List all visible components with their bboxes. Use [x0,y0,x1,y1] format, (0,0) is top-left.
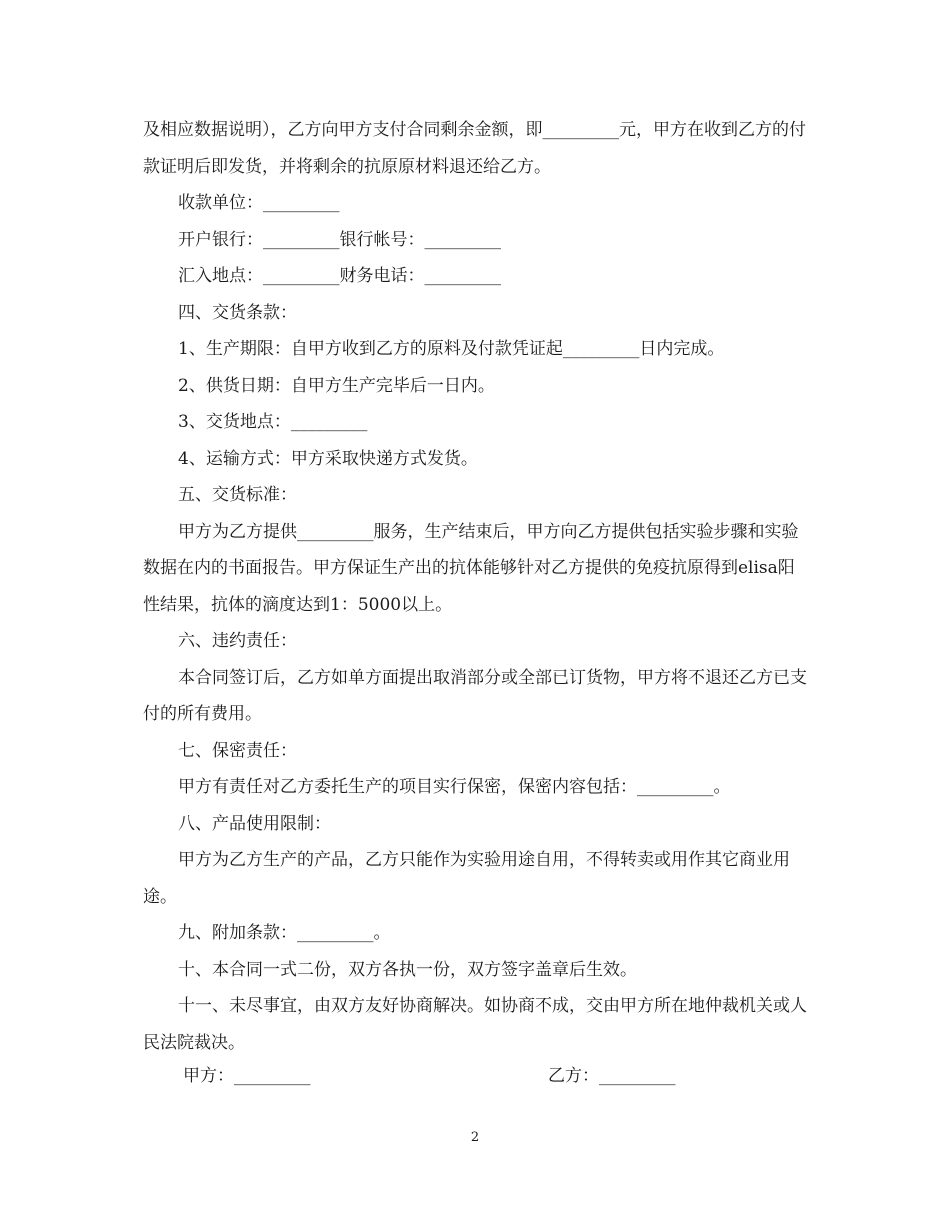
paragraph-dispute-resolution: 十一、未尽事宜，由双方友好协商解决。如协商不成，交由甲方所在地仲裁机关或人民法院裁决。 [143,996,807,1053]
paragraph-confidentiality: 甲方有责任对乙方委托生产的项目实行保密，保密内容包括：_________。 [178,777,731,797]
paragraph-breach: 本合同签订后，乙方如单方面提出取消部分或全部已订货物，甲方将不退还乙方已支付的所有费用。 [143,667,807,724]
party-b-signature: 乙方：_________ [548,1066,676,1086]
party-a-signature: 甲方：_________ [183,1066,311,1086]
paragraph-bank: 开户银行：_________银行帐号：_________ [178,229,501,250]
paragraph-remit-location: 汇入地点：_________财务电话：_________ [178,266,501,286]
document-body [143,112,808,1061]
paragraph-shipping-method: 4、运输方式：甲方采取快递方式发货。 [178,448,478,469]
paragraph-copies: 十、本合同一式二份，双方各执一份，双方签字盖章后生效。 [178,959,637,980]
section-heading-breach: 六、违约责任： [178,631,297,651]
paragraph-delivery-location: 3、交货地点：_________ [178,412,368,432]
paragraph-production-period: 1、生产期限：自甲方收到乙方的原料及付款凭证起_________日内完成。 [178,339,725,359]
paragraph-usage-restriction: 甲方为乙方生产的产品，乙方只能作为实验用途自用，不得转卖或用作其它商业用途。 [143,850,790,907]
signature-row [183,1058,743,1094]
paragraph-payee: 收款单位：_________ [178,193,340,213]
paragraph-payment-terms: 及相应数据说明），乙方向甲方支付合同剩余金额，即_________元，甲方在收到乙方的付款证明后即发货，并将剩余的抗原原材料退还给乙方。 [143,120,806,177]
section-heading-delivery-standard: 五、交货标准： [178,485,297,505]
paragraph-additional-terms: 九、附加条款：_________。 [178,923,391,943]
section-heading-usage-restriction: 八、产品使用限制： [178,813,331,834]
paragraph-delivery-standard: 甲方为乙方提供_________服务，生产结束后，甲方向乙方提供包括实验步骤和实验数据在内的书面报告。甲方保证生产出的抗体能够针对乙方提供的免疫抗原得到elisa阳性结果，抗体的滴度达到1：5000以上。 [143,521,799,615]
section-heading-delivery-terms: 四、交货条款： [178,302,297,323]
section-heading-confidentiality: 七、保密责任： [178,740,297,761]
page-number: 2 [470,1130,480,1145]
paragraph-supply-date: 2、供货日期：自甲方生产完毕后一日内。 [178,375,495,396]
